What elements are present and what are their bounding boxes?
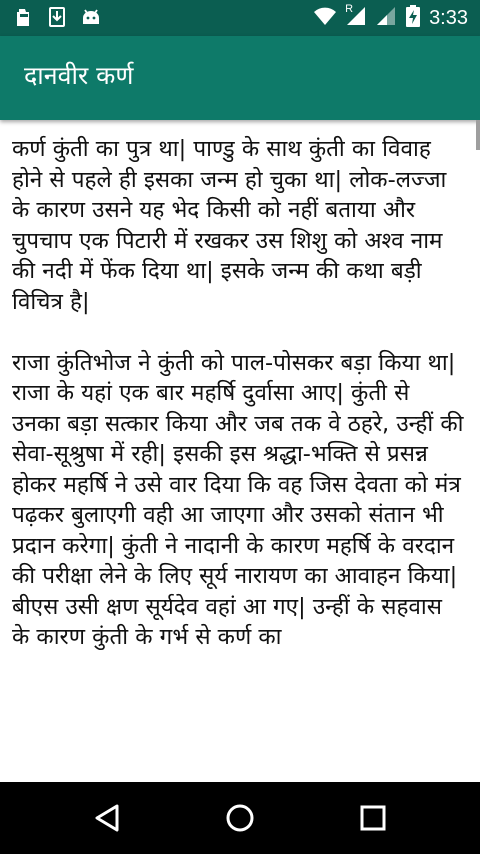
status-bar — [0, 0, 480, 36]
page-title: दानवीर कर्ण — [24, 61, 134, 90]
article-paragraph: राजा कुंतिभोज ने कुंती को पाल-पोसकर बड़ा किया था| राजा के यहां एक बार महर्षि दुर्वासा आए| कुंती से उनका बड़ा सत्कार किया और जब तक वे ठहरे, उन्हीं की सेवा-सूश्रुषा में रही| इसकी इस श्रद्धा-भक्ति से प्रसन्न होकर महर्षि ने उसे वार दिया कि वह जिस देवता को मंत्र पढ़कर बुलाएगी वही आ जाएगा और उसको संतान भी प्रदान करेगा| कुंती ने नादानी के कारण महर्षि के वरदान की परीक्षा लेने के लिए सूर्य नारायण का आवाहन किया| बीएस उसी क्षण सूर्यदेव वहां आ गए| उन्हीं के सहवास के कारण कुंती के गर्भ से कर्ण का — [12, 349, 464, 650]
back-icon — [89, 821, 125, 840]
back-button[interactable] — [89, 800, 125, 836]
home-icon — [222, 821, 258, 840]
clock: 3:33 — [429, 7, 468, 29]
roaming-label: R — [345, 3, 354, 15]
article-paragraph: कर्ण कुंती का पुत्र था| पाण्डु के साथ कुंती का विवाह होने से पहले ही इसका जन्म हो चुका था| लोक-लज्जा के कारण उसने यह भेद किसी को नहीं बताया और चुपचाप एक पिटारी में रखकर उस शिशु को अश्व नाम की नदी में फेंक दिया था| इसके जन्म की कथा बड़ी विचित्र है| — [12, 136, 447, 315]
signal-r-icon — [345, 5, 367, 31]
system-status-icons — [313, 4, 468, 32]
signal-icon — [375, 5, 397, 31]
battery-charging-icon — [405, 4, 421, 32]
notification-icons — [14, 6, 102, 32]
android-icon — [80, 6, 102, 32]
recents-icon — [355, 821, 391, 840]
article-body — [12, 134, 464, 653]
app-bar — [0, 36, 480, 120]
navigation-bar — [0, 782, 480, 854]
storage-icon — [14, 6, 34, 32]
download-icon — [48, 6, 66, 32]
home-button[interactable] — [222, 800, 258, 836]
wifi-icon — [313, 6, 337, 30]
recents-button[interactable] — [355, 800, 391, 836]
scrollbar-thumb[interactable] — [476, 120, 480, 150]
article-scroll-area[interactable] — [0, 120, 480, 782]
